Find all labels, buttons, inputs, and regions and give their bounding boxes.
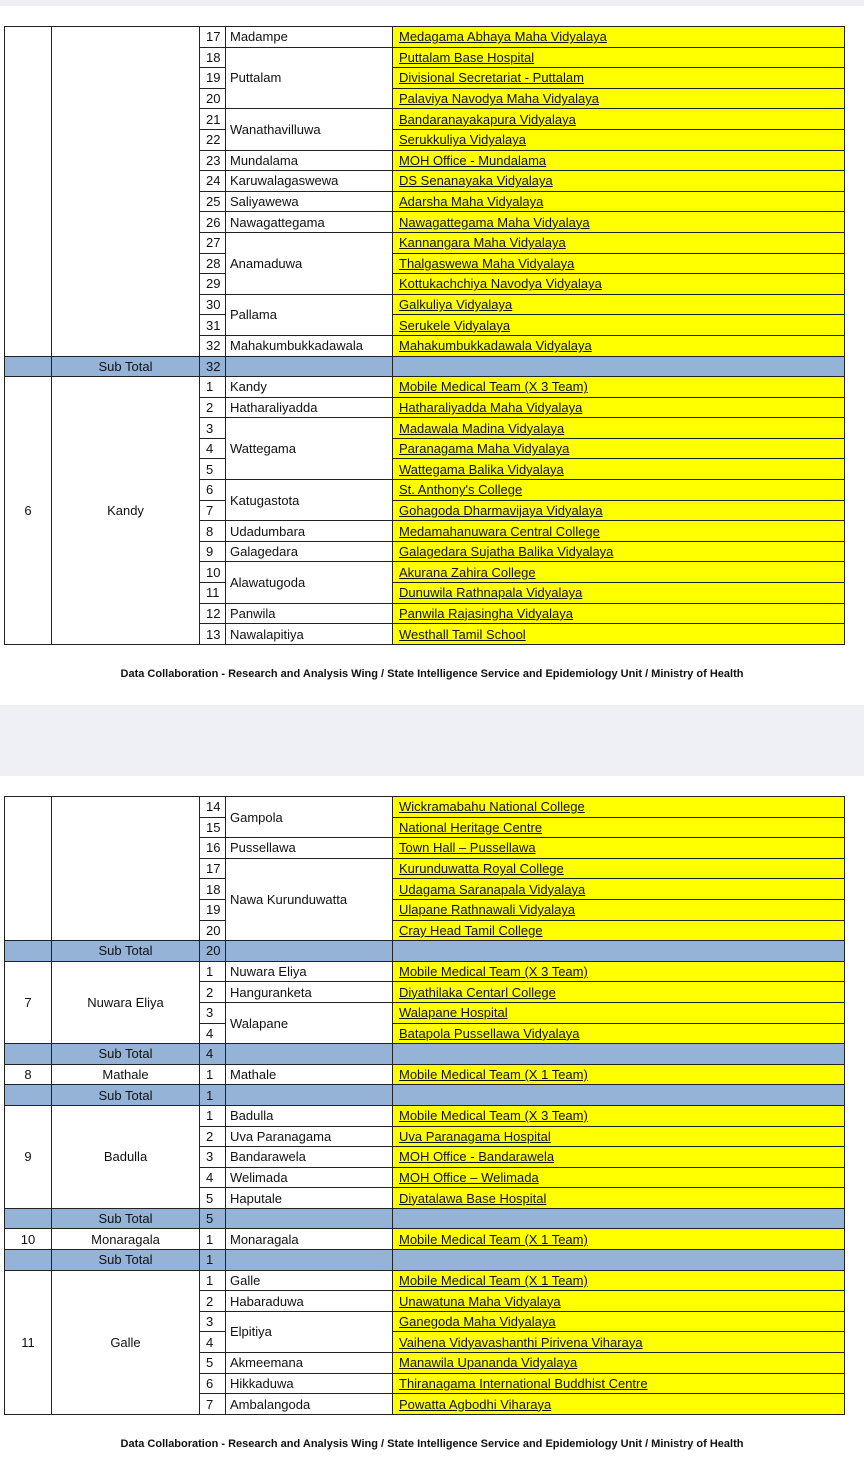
subtotal-row (5, 356, 845, 377)
district-name-cell: Kandy (52, 377, 200, 645)
vaccination-center: Mobile Medical Team (X 3 Team) (393, 1105, 845, 1126)
district-name-cell: Nuwara Eliya (52, 961, 200, 1043)
moh-area: Hanguranketa (226, 982, 393, 1003)
subtotal-count: 32 (200, 356, 226, 377)
vaccination-center: MOH Office - Bandarawela (393, 1147, 845, 1168)
row-number: 15 (200, 817, 226, 838)
vaccination-center: Diyathilaka Centarl College (393, 982, 845, 1003)
table-row (5, 1229, 845, 1250)
moh-area: Nuwara Eliya (226, 961, 393, 982)
moh-area: Mathale (226, 1064, 393, 1085)
subtotal-row (5, 941, 845, 962)
district-no-cell: 8 (5, 1064, 52, 1085)
moh-area: Monaragala (226, 1229, 393, 1250)
row-number: 27 (200, 232, 226, 253)
row-number: 16 (200, 838, 226, 859)
moh-area: Hatharaliyadda (226, 397, 393, 418)
moh-area: Katugastota (226, 480, 393, 521)
vaccination-center: Kottukachchiya Navodya Vidyalaya (393, 274, 845, 295)
moh-area: Madampe (226, 27, 393, 48)
moh-area: Alawatugoda (226, 562, 393, 603)
vaccination-center: Gohagoda Dharmavijaya Vidyalaya (393, 500, 845, 521)
subtotal-label: Sub Total (52, 356, 200, 377)
table-row (5, 797, 845, 818)
vaccination-center: Serukkuliya Vidyalaya (393, 129, 845, 150)
row-number: 4 (200, 438, 226, 459)
row-number: 8 (200, 521, 226, 542)
vaccination-center: Wattegama Balika Vidyalaya (393, 459, 845, 480)
moh-area: Hikkaduwa (226, 1373, 393, 1394)
row-number: 2 (200, 1126, 226, 1147)
row-number: 1 (200, 1270, 226, 1291)
moh-area: Pussellawa (226, 838, 393, 859)
vaccination-center: DS Senanayaka Vidyalaya (393, 171, 845, 192)
vaccination-center: Palaviya Navodya Maha Vidyalaya (393, 88, 845, 109)
table-row (5, 377, 845, 398)
district-no-cell (5, 797, 52, 941)
vaccination-center: Batapola Pussellawa Vidyalaya (393, 1023, 845, 1044)
row-number: 14 (200, 797, 226, 818)
page-footer: Data Collaboration - Research and Analysis Wing / State Intelligence Service and Epidemiology Unit / Ministry of Health (120, 668, 744, 680)
vaccination-center: National Heritage Centre (393, 817, 845, 838)
row-number: 1 (200, 1064, 226, 1085)
row-number: 28 (200, 253, 226, 274)
row-number: 21 (200, 109, 226, 130)
row-number: 2 (200, 1291, 226, 1312)
row-number: 13 (200, 624, 226, 645)
row-number: 3 (200, 1311, 226, 1332)
row-number: 31 (200, 315, 226, 336)
document-page-2 (0, 776, 864, 1464)
vaccination-center: Mobile Medical Team (X 1 Team) (393, 1270, 845, 1291)
moh-area: Ambalangoda (226, 1394, 393, 1415)
row-number: 29 (200, 274, 226, 295)
vaccination-center: Uva Paranagama Hospital (393, 1126, 845, 1147)
vaccination-center: Medagama Abhaya Maha Vidyalaya (393, 27, 845, 48)
vaccination-center: Galkuliya Vidyalaya (393, 294, 845, 315)
vaccination-center: Unawatuna Maha Vidyalaya (393, 1291, 845, 1312)
vaccination-center: Manawila Upananda Vidyalaya (393, 1353, 845, 1374)
vaccination-center: Thalgaswewa Maha Vidyalaya (393, 253, 845, 274)
subtotal-label: Sub Total (52, 1250, 200, 1271)
vaccination-center: Bandaranayakapura Vidyalaya (393, 109, 845, 130)
subtotal-label: Sub Total (52, 1085, 200, 1106)
table-row (5, 961, 845, 982)
row-number: 17 (200, 858, 226, 879)
moh-area: Badulla (226, 1105, 393, 1126)
moh-area: Karuwalagaswewa (226, 171, 393, 192)
vaccination-center: Medamahanuwara Central College (393, 521, 845, 542)
vaccination-center: St. Anthony's College (393, 480, 845, 501)
vaccination-center: Vaihena Vidyavashanthi Pirivena Viharaya (393, 1332, 845, 1353)
row-number: 4 (200, 1023, 226, 1044)
row-number: 3 (200, 418, 226, 439)
vaccination-centers-table-1 (4, 26, 845, 645)
row-number: 2 (200, 982, 226, 1003)
vaccination-center: Mobile Medical Team (X 1 Team) (393, 1229, 845, 1250)
vaccination-center: Panwila Rajasingha Vidyalaya (393, 603, 845, 624)
district-no-cell: 11 (5, 1270, 52, 1414)
row-number: 11 (200, 583, 226, 604)
moh-area: Kandy (226, 377, 393, 398)
document-page-1 (0, 6, 864, 705)
district-no-cell: 9 (5, 1105, 52, 1208)
row-number: 18 (200, 879, 226, 900)
vaccination-center: Kurunduwatta Royal College (393, 858, 845, 879)
moh-area: Nawagattegama (226, 212, 393, 233)
row-number: 2 (200, 397, 226, 418)
moh-area: Uva Paranagama (226, 1126, 393, 1147)
subtotal-label: Sub Total (52, 1044, 200, 1065)
moh-area: Panwila (226, 603, 393, 624)
moh-area: Anamaduwa (226, 232, 393, 294)
vaccination-center: Udagama Saranapala Vidyalaya (393, 879, 845, 900)
row-number: 4 (200, 1332, 226, 1353)
row-number: 1 (200, 1105, 226, 1126)
vaccination-center: Westhall Tamil School (393, 624, 845, 645)
row-number: 5 (200, 459, 226, 480)
moh-area: Wanathavilluwa (226, 109, 393, 150)
vaccination-center: Adarsha Maha Vidyalaya (393, 191, 845, 212)
row-number: 12 (200, 603, 226, 624)
moh-area: Akmeemana (226, 1353, 393, 1374)
row-number: 9 (200, 541, 226, 562)
row-number: 25 (200, 191, 226, 212)
table-row (5, 1105, 845, 1126)
row-number: 20 (200, 920, 226, 941)
row-number: 6 (200, 1373, 226, 1394)
vaccination-center: Kannangara Maha Vidyalaya (393, 232, 845, 253)
vaccination-center: Mobile Medical Team (X 3 Team) (393, 961, 845, 982)
vaccination-center: Powatta Agbodhi Viharaya (393, 1394, 845, 1415)
vaccination-center: Paranagama Maha Vidyalaya (393, 438, 845, 459)
subtotal-count: 1 (200, 1085, 226, 1106)
vaccination-center: Mobile Medical Team (X 1 Team) (393, 1064, 845, 1085)
row-number: 5 (200, 1353, 226, 1374)
vaccination-center: Town Hall – Pussellawa (393, 838, 845, 859)
subtotal-count: 1 (200, 1250, 226, 1271)
district-no-cell: 7 (5, 961, 52, 1043)
moh-area: Pallama (226, 294, 393, 335)
moh-area: Mahakumbukkadawala (226, 335, 393, 356)
row-number: 22 (200, 129, 226, 150)
row-number: 17 (200, 27, 226, 48)
row-number: 1 (200, 377, 226, 398)
district-name-cell: Monaragala (52, 1229, 200, 1250)
subtotal-row (5, 1208, 845, 1229)
vaccination-center: Mahakumbukkadawala Vidyalaya (393, 335, 845, 356)
vaccination-center: Thiranagama International Buddhist Centre (393, 1373, 845, 1394)
row-number: 10 (200, 562, 226, 583)
vaccination-center: Mobile Medical Team (X 3 Team) (393, 377, 845, 398)
district-no-cell: 10 (5, 1229, 52, 1250)
vaccination-center: Diyatalawa Base Hospital (393, 1188, 845, 1209)
row-number: 7 (200, 1394, 226, 1415)
moh-area: Bandarawela (226, 1147, 393, 1168)
district-name-cell: Galle (52, 1270, 200, 1414)
row-number: 1 (200, 1229, 226, 1250)
subtotal-row (5, 1044, 845, 1065)
vaccination-center: MOH Office – Welimada (393, 1167, 845, 1188)
subtotal-count: 5 (200, 1208, 226, 1229)
vaccination-center: Cray Head Tamil College (393, 920, 845, 941)
moh-area: Habaraduwa (226, 1291, 393, 1312)
vaccination-center: Wickramabahu National College (393, 797, 845, 818)
moh-area: Mundalama (226, 150, 393, 171)
moh-area: Elpitiya (226, 1311, 393, 1352)
vaccination-center: Ulapane Rathnawali Vidyalaya (393, 899, 845, 920)
moh-area: Galagedara (226, 541, 393, 562)
table-row (5, 27, 845, 48)
district-name-cell (52, 27, 200, 357)
vaccination-center: Akurana Zahira College (393, 562, 845, 583)
vaccination-center: Dunuwila Rathnapala Vidyalaya (393, 583, 845, 604)
row-number: 19 (200, 68, 226, 89)
district-name-cell: Badulla (52, 1105, 200, 1208)
row-number: 5 (200, 1188, 226, 1209)
vaccination-center: Nawagattegama Maha Vidyalaya (393, 212, 845, 233)
subtotal-count: 20 (200, 941, 226, 962)
row-number: 26 (200, 212, 226, 233)
moh-area: Walapane (226, 1002, 393, 1043)
moh-area: Gampola (226, 797, 393, 838)
vaccination-centers-table-2 (4, 796, 845, 1415)
row-number: 3 (200, 1002, 226, 1023)
subtotal-label: Sub Total (52, 941, 200, 962)
moh-area: Wattegama (226, 418, 393, 480)
vaccination-center: Galagedara Sujatha Balika Vidyalaya (393, 541, 845, 562)
district-name-cell (52, 797, 200, 941)
moh-area: Welimada (226, 1167, 393, 1188)
vaccination-center: MOH Office - Mundalama (393, 150, 845, 171)
table-row (5, 1270, 845, 1291)
moh-area: Nawa Kurunduwatta (226, 858, 393, 940)
moh-area: Haputale (226, 1188, 393, 1209)
moh-area: Udadumbara (226, 521, 393, 542)
row-number: 24 (200, 171, 226, 192)
subtotal-row (5, 1250, 845, 1271)
moh-area: Nawalapitiya (226, 624, 393, 645)
district-no-cell (5, 27, 52, 357)
row-number: 30 (200, 294, 226, 315)
row-number: 23 (200, 150, 226, 171)
vaccination-center: Serukele Vidyalaya (393, 315, 845, 336)
vaccination-center: Hatharaliyadda Maha Vidyalaya (393, 397, 845, 418)
row-number: 1 (200, 961, 226, 982)
row-number: 32 (200, 335, 226, 356)
subtotal-row (5, 1085, 845, 1106)
row-number: 19 (200, 899, 226, 920)
moh-area: Saliyawewa (226, 191, 393, 212)
row-number: 3 (200, 1147, 226, 1168)
vaccination-center: Madawala Madina Vidyalaya (393, 418, 845, 439)
subtotal-label: Sub Total (52, 1208, 200, 1229)
district-name-cell: Mathale (52, 1064, 200, 1085)
moh-area: Puttalam (226, 47, 393, 109)
vaccination-center: Walapane Hospital (393, 1002, 845, 1023)
row-number: 20 (200, 88, 226, 109)
subtotal-count: 4 (200, 1044, 226, 1065)
row-number: 4 (200, 1167, 226, 1188)
table-row (5, 1064, 845, 1085)
district-no-cell: 6 (5, 377, 52, 645)
row-number: 7 (200, 500, 226, 521)
moh-area: Galle (226, 1270, 393, 1291)
vaccination-center: Ganegoda Maha Vidyalaya (393, 1311, 845, 1332)
row-number: 18 (200, 47, 226, 68)
row-number: 6 (200, 480, 226, 501)
vaccination-center: Puttalam Base Hospital (393, 47, 845, 68)
page-footer: Data Collaboration - Research and Analysis Wing / State Intelligence Service and Epidemiology Unit / Ministry of Health (120, 1438, 744, 1450)
vaccination-center: Divisional Secretariat - Puttalam (393, 68, 845, 89)
